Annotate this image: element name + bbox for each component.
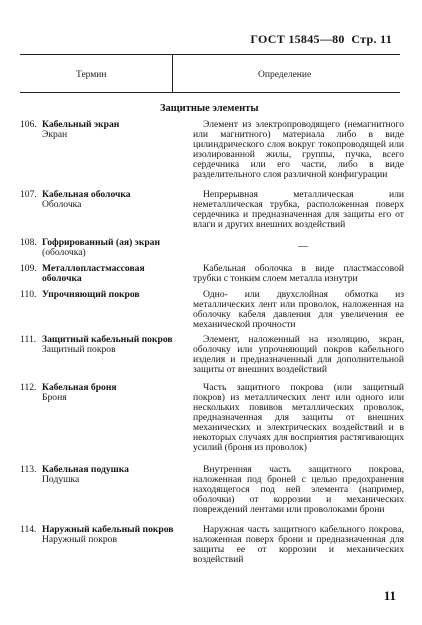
entry-definition: Внутренняя часть защитного покрова, наложенная под броней с целью предохранения находящегося под ней элемента (например, оболочки) от коррозии и механических повреждений лентами или проволоками брони — [193, 464, 404, 515]
page-label: Стр. 11 — [351, 32, 392, 46]
entry-number: 106. — [20, 119, 37, 130]
entry-definition: Одно- или двухслойная обмотка из металлических лент или проволок, наложенная на оболочку кабеля давления для увеличения ее механической прочности — [193, 289, 404, 330]
entry-term — [42, 190, 176, 210]
entry-term — [42, 120, 176, 140]
entry-term — [42, 238, 176, 258]
term-name: Кабельная подушка — [42, 464, 129, 475]
term-synonym: Подушка — [42, 474, 80, 485]
entry-number: 109. — [20, 263, 37, 274]
entry-term — [42, 290, 176, 300]
term-synonym: Экран — [42, 129, 68, 140]
term-name: Кабельная броня — [42, 382, 117, 393]
entry-number: 111. — [20, 334, 37, 345]
term-name: Кабельный экран — [42, 119, 120, 130]
table-header-rule — [20, 92, 400, 93]
entry-term — [42, 525, 176, 545]
entry-number: 112. — [20, 382, 37, 393]
entry-term — [42, 335, 176, 355]
column-divider — [172, 54, 173, 92]
term-name: Защитный кабельный покров — [42, 334, 173, 345]
entry-definition: Часть защитного покрова (или защитный покров) из металлических лент или одного или нескольких повивов металлических проволок, предназначенная для защиты от внешних механических и электрических воздействий и в некоторых случаях для восприятия растягивающих усилий (броня из проволок) — [193, 382, 404, 453]
term-synonym: Броня — [42, 392, 67, 403]
term-name: Кабельная оболочка — [42, 189, 131, 200]
entry-definition: Наружная часть защитного кабельного покрова, наложенная поверх брони и предназначенная для защиты ее от коррозии и механических воздействий — [193, 524, 404, 565]
term-name: Гофрированный (ая) экран — [42, 237, 161, 248]
column-header-term: Термин — [76, 70, 107, 80]
term-synonym: Наружный покров — [42, 534, 117, 545]
entry-definition: Непрерывная металлическая или неметаллическая трубка, расположенная поверх сердечника и предназначенная для защиты его от влаги и других внешних воздействий — [193, 189, 404, 230]
term-name: Упрочняющий покров — [42, 289, 140, 300]
running-header — [250, 32, 392, 47]
term-name: Металлопластмассовая оболочка — [42, 263, 145, 284]
table-top-rule — [20, 54, 400, 55]
entry-definition: Элемент из электропроводящего (немагнитного или магнитного) материала либо в виде цилиндрического слоя вокруг токопроводящей или изолированной жилы, группы, пучка, всего сердечника или его части, либо в виде разделительного слоя различной конфигурации — [193, 119, 404, 180]
term-synonym: Защитный покров — [42, 344, 116, 355]
entry-number: 108. — [20, 237, 37, 248]
column-header-definition: Определение — [258, 70, 312, 80]
term-synonym: Оболочка — [42, 199, 82, 210]
entry-definition: Элемент, наложенный на изоляцию, экран, оболочку или упрочняющий покров кабельного изделия и предназначенный для дополнительной защиты от внешних воздействий — [193, 334, 404, 375]
entry-term — [42, 465, 176, 485]
entry-definition-dash: — — [298, 241, 308, 252]
section-title: Защитные элементы — [160, 103, 259, 114]
entry-term — [42, 383, 176, 403]
entry-number: 113. — [20, 464, 37, 475]
entry-number: 107. — [20, 189, 37, 200]
entry-number: 110. — [20, 289, 37, 300]
entry-number: 114. — [20, 524, 37, 535]
entry-term — [42, 264, 176, 284]
term-synonym: (оболочка) — [42, 247, 86, 258]
standard-number: ГОСТ 15845—80 — [250, 32, 345, 46]
entry-definition: Кабельная оболочка в виде пластмассовой трубки с тонким слоем металла изнутри — [193, 263, 404, 284]
page-number: 11 — [383, 588, 396, 603]
term-name: Наружный кабельный покров — [42, 524, 174, 535]
